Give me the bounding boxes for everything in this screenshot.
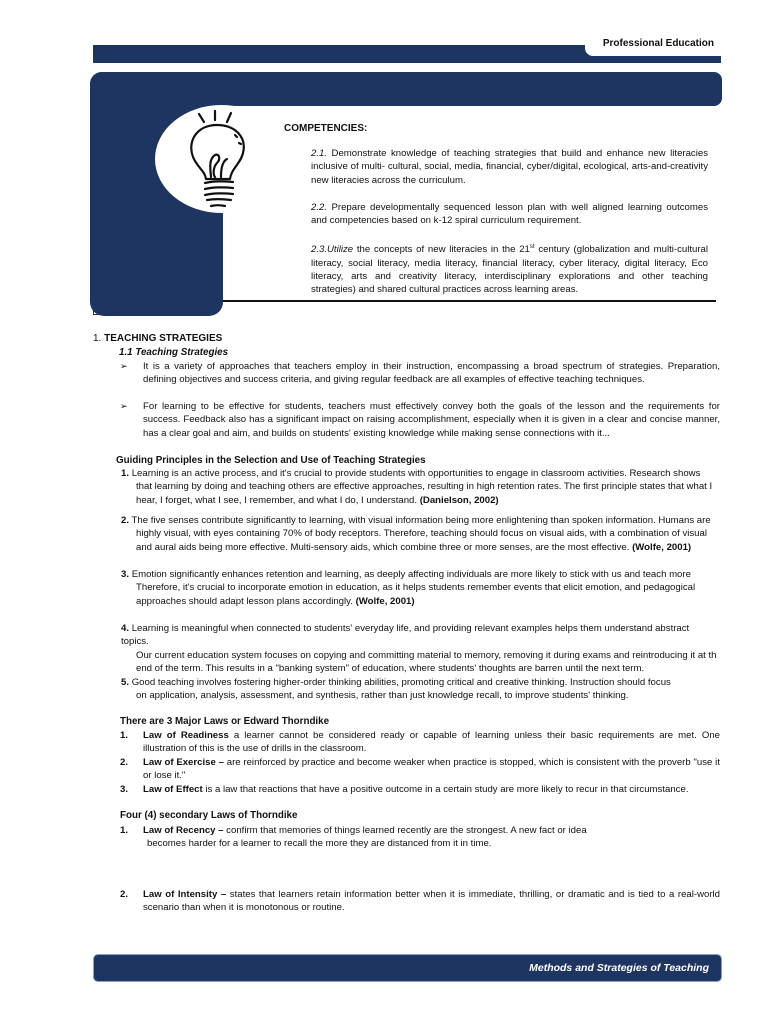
corner-mark: [93, 304, 100, 315]
subsection-heading: 1.1 Teaching Strategies: [119, 347, 229, 358]
guiding-title: Guiding Principles in the Selection and Use of Teaching Strategies: [116, 455, 426, 466]
principle-text: Good teaching involves fostering higher-order thinking abilities, promoting critical and creative thinking. Instruction should focus: [131, 677, 671, 688]
law-text: is a law that reactions that have a positive outcome in a certain study are more likely to recur in that circumstance.: [202, 784, 689, 795]
competency-item: [311, 201, 708, 228]
bullet-text: It is a variety of approaches that teachers employ in their instruction, encompassing a broad spectrum of strategies. Preparation, defining objectives and success criteria, and giving regular feedback are all examples of effective teaching techniques.: [143, 361, 720, 386]
lightbulb-icon: [155, 105, 288, 213]
principle-item: [121, 568, 719, 608]
law-name: Law of Intensity –: [143, 889, 227, 900]
law-text: becomes harder for a learner to recall the more they are distanced from it in time.: [147, 838, 492, 850]
competency-sup: st: [529, 244, 535, 250]
law-name: Law of Recency –: [143, 825, 224, 836]
list-item: [120, 400, 720, 440]
principle-item: [121, 467, 719, 507]
principle-number: 3.: [121, 569, 130, 580]
principle-text: Learning is meaningful when connected to students' everyday life, and providing relevant examples helps them understand abstract topics.: [121, 623, 690, 648]
competency-text: the concepts of new literacies in the 21: [356, 244, 530, 256]
competency-text: Prepare developmentally sequenced lesson plan with well aligned learning outcomes and competencies based on k-12 spiral curriculum requirement.: [311, 202, 708, 227]
principle-citation: (Wolfe, 2001): [632, 541, 692, 553]
competency-number: 2.1.: [311, 148, 328, 159]
arrow-bullet-icon: ➢: [120, 401, 128, 411]
competency-item: [311, 147, 708, 187]
principle-text: The five senses contribute significantly to learning, with visual information being more enlightening than spoken information. Humans are: [131, 515, 711, 526]
law-number: 2.: [120, 889, 129, 900]
header-tab-label: Professional Education: [602, 38, 714, 49]
competency-text: Demonstrate knowledge of teaching strategies that build and enhance new literacies inclusive of multi- cultural, social, media, financial, cyber/digital, ecological, arts-and-creativity new literacies across the curriculum.: [311, 148, 708, 186]
principle-number: 5.: [121, 677, 130, 688]
list-item: [120, 360, 720, 387]
principle-item: [121, 676, 719, 703]
principle-number: 4.: [121, 623, 130, 634]
section-number: 1.: [93, 333, 102, 344]
principle-text: Emotion significantly enhances retention and learning, as deeply affecting individuals are more likely to stick with us and teach more: [131, 569, 691, 580]
principle-citation: (Danielson, 2002): [419, 494, 499, 506]
law-number: 1.: [120, 825, 129, 836]
principle-number: 2.: [121, 515, 130, 526]
competencies-title: COMPETENCIES:: [284, 123, 368, 134]
principle-text: Therefore, it's crucial to incorporate emotion in education, as it helps students remember events that elicit emotion, and pedagogical approaches should adapt lesson plans accordingly.: [136, 582, 696, 607]
law-item: [120, 824, 720, 851]
principle-item: [121, 622, 719, 676]
law-text: are reinforced by practice and become weaker when practice is stopped, which is consistent with the proverb "use it or lose it.": [143, 757, 720, 782]
principle-text: that learning by doing and teaching others are effective approaches, resulting in high retention rates. The first principle states that what I hear, I forget, what I see, I remember, and what I do, I understand.: [136, 481, 713, 506]
lightbulb-circle: [155, 105, 288, 213]
competency-item: [311, 241, 708, 297]
law-item: [120, 756, 720, 783]
principle-text: Learning is an active process, and it's crucial to provide students with opportunities to engage in classroom activities. Research shows: [131, 468, 701, 479]
principle-citation: (Wolfe, 2001): [355, 595, 415, 607]
law-number: 3.: [120, 784, 129, 795]
bullet-text: For learning to be effective for students, teachers must effectively convey both the goals of the lesson and the requirements for success. Feedback also has a significant impact on raising accomplishment, especially when it is given in a clear and concise manner, has a clear goal and aim, and builds on students' existing knowledge while making sense connections with it...: [143, 401, 720, 439]
law-number: 1.: [120, 730, 129, 741]
law-name: Law of Exercise –: [143, 757, 224, 768]
law-text: states that learners retain information better when it is immediate, thrilling, or dramatic and is tied to a real-world scenario than when it is monotonous or routine.: [143, 889, 720, 914]
section-heading: [93, 333, 222, 344]
principle-text: on application, analysis, assessment, and synthesis, rather than just knowledge recall, to improve students' thinking.: [136, 690, 629, 702]
competency-text: century (globalization and multi-cultural literacy, social literacy, media literacy, financial literacy, cyber literacy, digital literacy, Eco literacy, arts and creativity literacy, interdisciplinary explorations and other teaching strategies) and shared cultural practices across learning areas.: [311, 244, 708, 296]
law-name: Law of Effect: [143, 784, 203, 795]
law-number: 2.: [120, 757, 129, 768]
principle-text: Our current education system focuses on copying and committing material to memory, removing it during exams and reintroducing it at th end of the term. This results in a "banking system" of education, where students' thoughts are barren until the next term.: [136, 649, 717, 675]
competency-number: 2.3.Utilize: [311, 244, 354, 256]
section-title: TEACHING STRATEGIES: [104, 333, 223, 344]
footer-label: Methods and Strategies of Teaching: [529, 962, 709, 974]
law-name: Law of Readiness: [143, 730, 229, 741]
principle-item: [121, 514, 719, 554]
principle-number: 1.: [121, 468, 130, 479]
major-laws-title: There are 3 Major Laws or Edward Thorndike: [120, 716, 330, 727]
law-item: [120, 888, 720, 915]
arrow-bullet-icon: ➢: [120, 361, 128, 371]
divider-rule: [223, 300, 716, 302]
law-text: a learner cannot be considered ready or capable of learning unless their basic requirements are met. One illustration of this is the use of drills in the classroom.: [143, 730, 720, 755]
secondary-laws-title: Four (4) secondary Laws of Thorndike: [120, 810, 298, 821]
law-text: confirm that memories of things learned recently are the strongest. A new fact or idea: [223, 825, 587, 836]
principle-text: highly visual, with eyes containing 70% of body receptors. Therefore, teaching should focus on visual aids, with a combination of visual and aural aids being more effective. Multi-sensory aids, which combine three or more senses, are the most effective.: [136, 528, 707, 553]
competency-number: 2.2.: [311, 202, 328, 213]
law-item: [120, 729, 720, 756]
law-item: [120, 783, 720, 796]
